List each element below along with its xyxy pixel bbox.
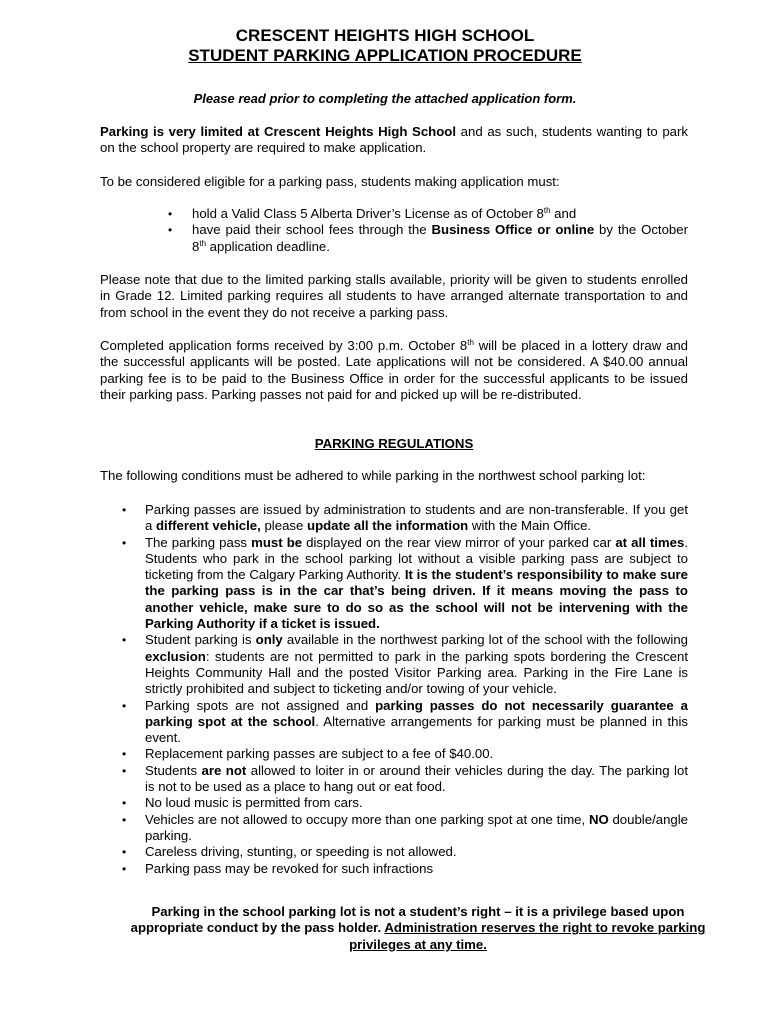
bullet-icon: •: [122, 861, 127, 876]
bullet-icon: •: [122, 747, 127, 762]
rule-bold: only: [255, 632, 283, 648]
bullet-icon: •: [122, 812, 127, 827]
rule-text: Careless driving, stunting, or speeding is not allowed.: [145, 844, 457, 860]
rule-text: available in the northwest parking lot of the school with the following: [282, 632, 688, 648]
rule-bold: must be: [251, 534, 303, 550]
header: [0, 26, 770, 66]
bullet-icon: •: [122, 633, 127, 648]
intro-bold: Parking is very limited at Crescent Heights High School: [100, 124, 457, 139]
rule-text: with the Main Office.: [468, 518, 592, 534]
rule-bold: exclusion: [145, 648, 206, 664]
rule-text: Parking passes are issued by administration to students and are non-transferable. If you get a: [145, 502, 688, 534]
bullet-icon: •: [122, 698, 127, 713]
rule-text: allowed to loiter in or around their vehicles during the day. The parking lot is not to be used as a place to hang out or eat food.: [145, 762, 688, 795]
rule-text: Replacement parking passes are subject to a fee of $40.00.: [145, 746, 494, 762]
lottery-text-a: Completed application forms received by 3:00 p.m. October 8: [100, 338, 468, 353]
list-item: [122, 746, 688, 762]
list-item: [122, 811, 688, 845]
rule-bold: at all times: [615, 534, 685, 550]
rule-bold: update all the information: [307, 518, 469, 534]
closing-privilege: Parking in the school parking lot is not a student’s right – it is a privilege based upon appropriate conduct by the pass holder.: [130, 904, 685, 936]
rule-text: please: [260, 518, 308, 534]
rule-text: Students: [145, 762, 202, 778]
rule-text: . Students who park in the school parking lot without a visible parking pass are subject to ticketing from the Calgary Parking Authority.: [145, 534, 688, 583]
rule-text: displayed on the rear view mirror of your parked car: [302, 534, 616, 550]
rule-text: The parking pass: [145, 534, 252, 550]
rule-bold: are not: [201, 762, 247, 778]
bullet-icon: •: [122, 535, 127, 550]
eligibility-and: and: [550, 206, 577, 221]
intro-rest: and as such, students wanting to park on the school property are required to make application.: [100, 124, 688, 156]
eligibility-list: [168, 206, 688, 255]
eligibility-deadline: by the October 8: [192, 222, 688, 254]
list-item: [168, 206, 688, 222]
ordinal-suffix: th: [543, 206, 551, 215]
rule-text: Parking pass may be revoked for such infractions: [145, 860, 434, 876]
list-item: [168, 222, 688, 255]
ordinal-suffix: th: [467, 338, 474, 347]
rule-text: . Alternative arrangements for parking must be planned in this event.: [145, 713, 688, 746]
list-item: [122, 795, 688, 811]
closing-administration: Administration reserves the right to revoke parking privileges at any time.: [349, 920, 706, 952]
list-item: [122, 502, 688, 535]
rule-text: Vehicles are not allowed to occupy more than one parking spot at one time,: [145, 811, 589, 827]
bullet-icon: •: [122, 796, 127, 811]
list-item: [122, 632, 688, 697]
regulations-lead: The following conditions must be adhered to while parking in the northwest school parking lot:: [100, 468, 646, 483]
rule-bold: parking passes do not necessarily guarantee a parking spot at the school: [145, 697, 689, 729]
eligibility-license: hold a Valid Class 5 Alberta Driver’s License as of October 8: [192, 206, 544, 221]
regulations-list: [122, 502, 689, 877]
lottery-text-b: will be placed in a lottery draw and the successful applicants will be posted. Late applications will not be considered. A $40.00 annual parking fee is to be paid to the Business Office in order for the successful applicants to be issued their parking pass. Parking passes not paid for and picked up will be re-distributed.: [100, 338, 688, 402]
procedure-title: STUDENT PARKING APPLICATION PROCEDURE: [188, 46, 582, 65]
bullet-icon: •: [122, 845, 127, 860]
bullet-icon: •: [168, 207, 173, 221]
list-item: [122, 844, 688, 860]
read-notice: Please read prior to completing the attached application form.: [193, 91, 577, 106]
list-item: [122, 860, 688, 877]
ordinal-suffix: th: [199, 238, 207, 248]
list-item: [122, 534, 688, 633]
rule-text: Student parking is: [145, 632, 256, 648]
rule-text: double/angle parking.: [145, 811, 688, 843]
list-item: [122, 762, 688, 796]
rule-bold: different vehicle,: [156, 518, 261, 534]
rule-text: : students are not permitted to park in the parking spots bordering the Crescent Heights Community Hall and the posted Visitor Parking area. Parking in the Fire Lane is strictly prohibited and subject to ticketing and/or towing of your vehicle.: [145, 648, 688, 697]
list-item: [122, 697, 689, 747]
rule-bold: NO: [588, 811, 609, 827]
intro-paragraph: [100, 124, 688, 157]
rule-text: Parking spots are not assigned and: [145, 697, 376, 713]
bullet-icon: •: [122, 503, 127, 517]
eligibility-deadline-end: application deadline.: [206, 238, 330, 254]
rule-text: No loud music is permitted from cars.: [145, 795, 363, 811]
eligibility-fees: have paid their school fees through the: [192, 222, 432, 238]
school-title: CRESCENT HEIGHTS HIGH SCHOOL: [235, 26, 535, 45]
eligibility-lead: To be considered eligible for a parking pass, students making application must:: [100, 174, 560, 189]
priority-paragraph: Please note that due to the limited parking stalls available, priority will be given to students enrolled in Grade 12. Limited parking requires all students to have arranged alternate transportation to and from school in the event they do not receive a parking pass.: [100, 272, 688, 320]
rule-bold: It is the student’s responsibility to make sure the parking pass is in the car that’s being driven. If it means moving the pass to another vehicle, make sure to do so as the school will not be intervening with the Parking Authority if a ticket is issued.: [145, 567, 688, 632]
bullet-icon: •: [122, 763, 127, 778]
lottery-paragraph: [100, 338, 688, 403]
closing-statement: [128, 904, 708, 953]
business-office-bold: Business Office or online: [431, 222, 595, 238]
bullet-icon: •: [168, 223, 173, 238]
regulations-heading: PARKING REGULATIONS: [314, 436, 474, 451]
